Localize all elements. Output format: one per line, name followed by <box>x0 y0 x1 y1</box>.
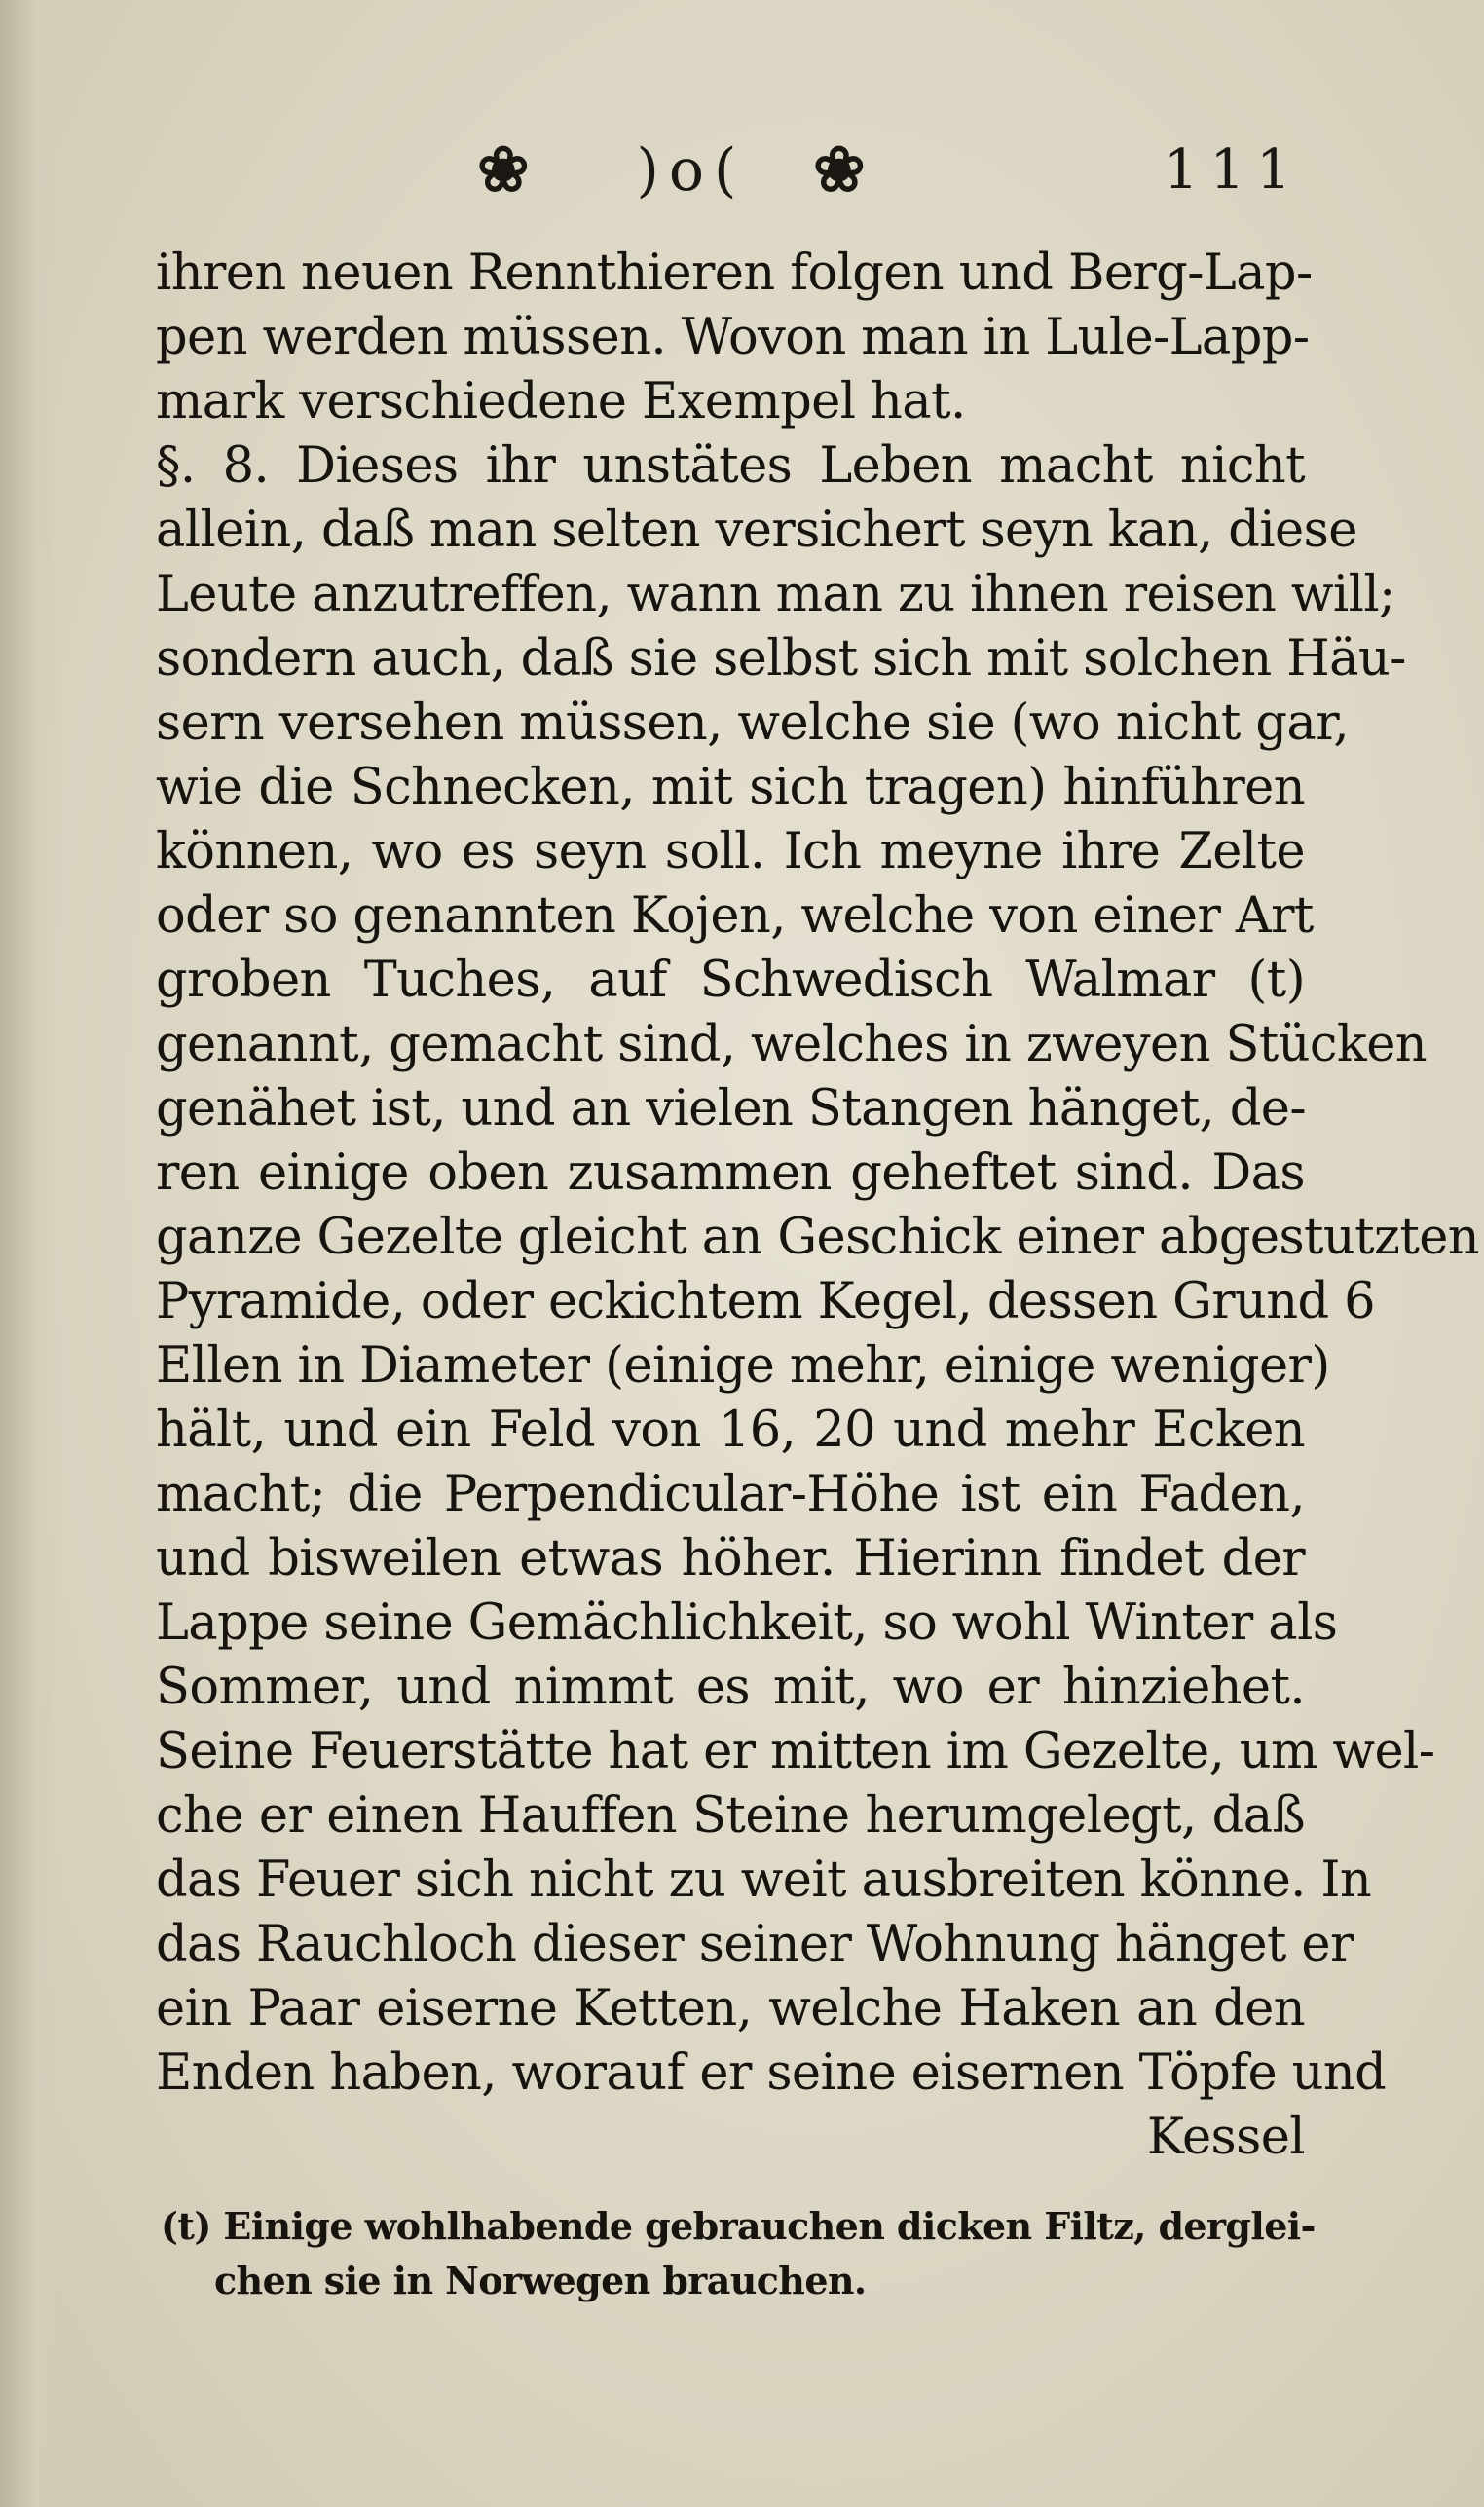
left-ornament-icon: ❀ <box>477 133 530 206</box>
text-line: oder so genannten Kojen, welche von einer Art <box>156 887 1314 945</box>
text-line: wie die Schnecken, mit sich tragen) hinführen <box>156 759 1305 816</box>
text-line: Enden haben, worauf er seine eisernen Töpfe und <box>156 2044 1387 2102</box>
text-line: Ellen in Diameter (einige mehr, einige weniger) <box>156 1337 1330 1395</box>
text-line: pen werden müssen. Wovon man in Lule-Lapp- <box>156 309 1310 366</box>
text-line: Sommer, und nimmt es mit, wo er hinziehet. <box>156 1659 1305 1716</box>
text-line: §. 8. Dieses ihr unstätes Leben macht nicht <box>156 437 1305 495</box>
text-line: ganze Gezelte gleicht an Geschick einer abgestutzten <box>156 1209 1480 1266</box>
text-line: Lappe seine Gemächlichkeit, so wohl Winter als <box>156 1594 1338 1652</box>
running-header <box>0 127 1484 214</box>
text-line: macht; die Perpendicular-Höhe ist ein Faden, <box>156 1466 1305 1523</box>
footnote-line: chen sie in Norwegen brauchen. <box>214 2259 867 2302</box>
text-line: Leute anzutreffen, wann man zu ihnen reisen will; <box>156 566 1395 623</box>
text-line: ihren neuen Rennthieren folgen und Berg-Lap- <box>156 244 1313 302</box>
text-line: können, wo es seyn soll. Ich meyne ihre Zelte <box>156 823 1305 880</box>
text-line: groben Tuches, auf Schwedisch Walmar (t) <box>156 952 1305 1009</box>
text-line: ein Paar eiserne Ketten, welche Haken an den <box>156 1980 1305 2038</box>
text-line: ren einige oben zusammen geheftet sind. Das <box>156 1144 1305 1202</box>
text-line: allein, daß man selten versichert seyn kan, diese <box>156 502 1357 559</box>
body-text <box>156 242 1480 2170</box>
catchword: Kessel <box>1146 2109 1305 2166</box>
gutter-shadow <box>0 0 58 2507</box>
text-line: das Rauchloch dieser seiner Wohnung hänget er <box>156 1916 1354 1973</box>
text-line: sondern auch, daß sie selbst sich mit solchen Häu- <box>156 630 1406 688</box>
text-line: mark verschiedene Exempel hat. <box>156 373 966 430</box>
text-line: Pyramide, oder eckichtem Kegel, dessen Grund 6 <box>156 1273 1375 1330</box>
text-line: hält, und ein Feld von 16, 20 und mehr Ecken <box>156 1402 1305 1459</box>
header-mark: )o( <box>636 136 747 205</box>
text-line: Seine Feuerstätte hat er mitten im Gezelte, um wel- <box>156 1723 1435 1780</box>
text-line: che er einen Hauffen Steine herumgelegt, daß <box>156 1787 1305 1845</box>
text-line: genannt, gemacht sind, welches in zweyen Stücken <box>156 1016 1428 1073</box>
right-ornament-icon: ❀ <box>813 133 866 206</box>
page-number: 111 <box>1164 138 1303 202</box>
text-line: genähet ist, und an vielen Stangen hänget, de- <box>156 1080 1306 1138</box>
footnote <box>161 2199 1316 2308</box>
text-line: und bisweilen etwas höher. Hierinn findet der <box>156 1530 1305 1588</box>
footnote-line: (t) Einige wohlhabende gebrauchen dicken Filtz, derglei- <box>161 2204 1316 2248</box>
text-line: das Feuer sich nicht zu weit ausbreiten könne. In <box>156 1852 1372 1909</box>
text-line: sern versehen müssen, welche sie (wo nicht gar, <box>156 694 1350 752</box>
